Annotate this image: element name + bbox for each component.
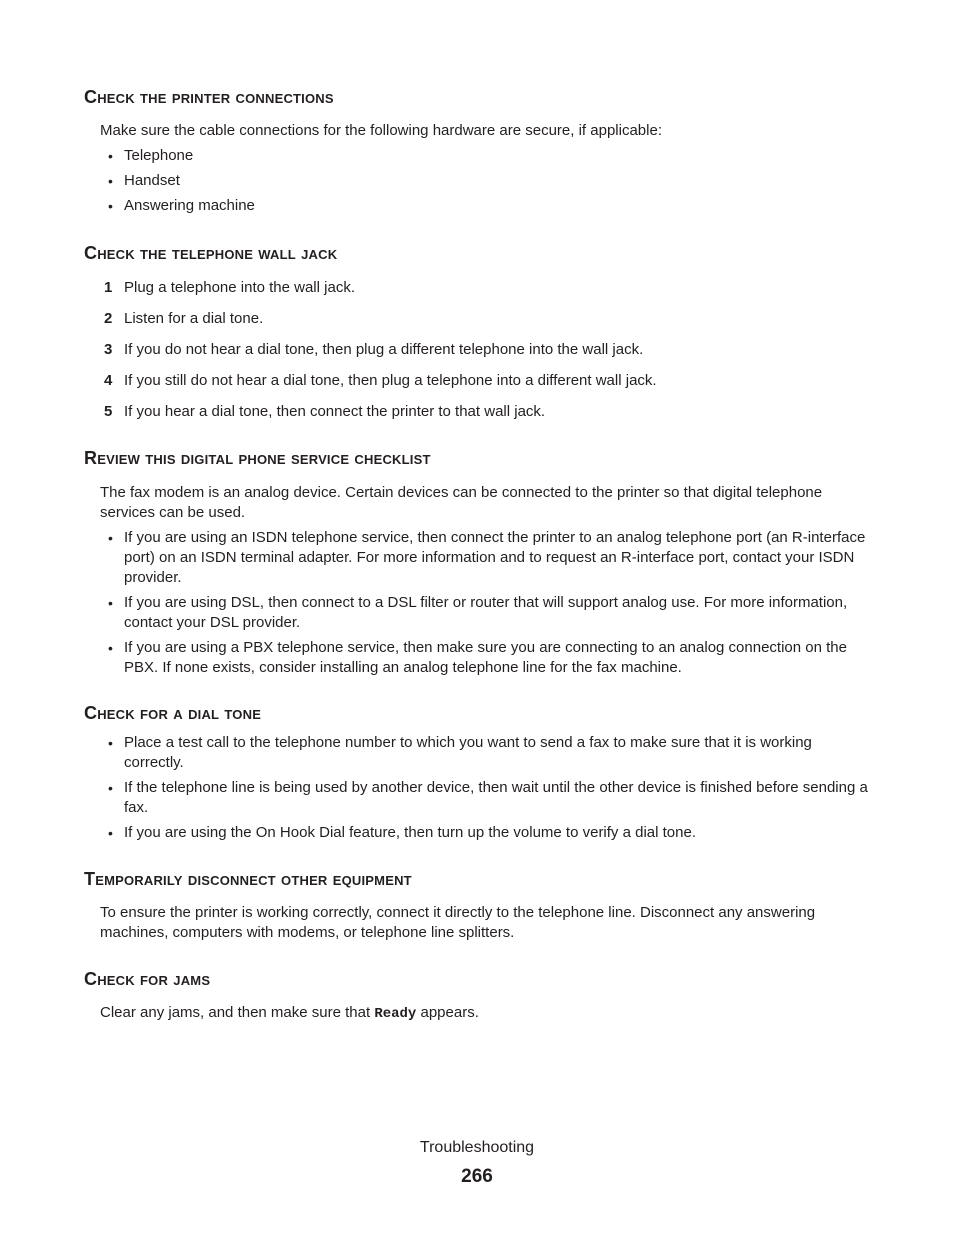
section-printer-connections — [84, 86, 874, 214]
list-item: • Answering machine — [108, 197, 255, 214]
section-text: Clear any jams, and then make sure that Ready appears. — [100, 1004, 479, 1022]
step-number: 1 — [104, 279, 113, 296]
step-number: 5 — [104, 403, 113, 420]
section-disconnect-equipment — [84, 868, 874, 941]
step-number: 2 — [104, 310, 113, 327]
section-heading: Check the printer connections — [84, 87, 334, 107]
section-heading: Check the telephone wall jack — [84, 243, 338, 263]
footer-section-label: Troubleshooting — [419, 1139, 535, 1156]
bullet-list — [100, 146, 872, 221]
section-intro: The fax modem is an analog device. Certain devices can be connected to the printer so that digital telephone services can be used. — [100, 484, 823, 521]
bullet-icon: • — [108, 530, 113, 546]
list-item: 5 If you hear a dial tone, then connect the printer to that wall jack. — [104, 403, 546, 420]
section-heading: Temporarily disconnect other equipment — [84, 869, 412, 889]
list-item: • Telephone — [108, 147, 194, 164]
bullet-list — [100, 733, 872, 848]
list-item: • If you are using the On Hook Dial feature, then turn up the volume to verify a dial tone. — [108, 824, 696, 841]
bullet-icon: • — [108, 595, 113, 611]
bullet-icon: • — [108, 198, 113, 214]
step-number: 4 — [104, 372, 113, 389]
section-dial-tone — [84, 702, 874, 841]
list-item: 2 Listen for a dial tone. — [104, 310, 264, 327]
bullet-list — [100, 528, 872, 683]
bullet-icon: • — [108, 148, 113, 164]
ready-code: Ready — [374, 1006, 417, 1022]
list-item: • If you are using DSL, then connect to a DSL filter or router that will support analog use. For more information, contact your DSL provider. — [108, 594, 848, 631]
numbered-list — [100, 278, 872, 433]
list-item: 3 If you do not hear a dial tone, then plug a different telephone into the wall jack. — [104, 341, 644, 358]
list-item: • Handset — [108, 172, 180, 189]
section-heading: Check for a dial tone — [84, 703, 262, 723]
section-wall-jack — [84, 242, 874, 420]
list-item: • If you are using an ISDN telephone service, then connect the printer to an analog telephone port (an R-interface port) on an ISDN terminal adapter. For more information and to request an R-interface port, contact your ISDN provider. — [108, 529, 866, 586]
page-number: 266 — [461, 1166, 493, 1187]
bullet-icon: • — [108, 825, 113, 841]
bullet-icon: • — [108, 640, 113, 656]
section-digital-checklist — [84, 447, 874, 676]
list-item: • Place a test call to the telephone number to which you want to send a fax to make sure that it is working correctly. — [108, 734, 812, 771]
section-check-jams — [84, 968, 874, 1022]
list-item: 4 If you still do not hear a dial tone, then plug a telephone into a different wall jack. — [104, 372, 657, 389]
section-heading: Check for jams — [84, 969, 211, 989]
list-item: • If you are using a PBX telephone service, then make sure you are connecting to an analog connection on the PBX. If none exists, consider installing an analog telephone line for the fax machine. — [108, 639, 847, 676]
section-heading: Review this digital phone service checklist — [84, 448, 431, 468]
bullet-icon: • — [108, 780, 113, 796]
bullet-icon: • — [108, 173, 113, 189]
step-number: 3 — [104, 341, 113, 358]
section-text: To ensure the printer is working correctly, connect it directly to the telephone line. Disconnect any answering machines, computers with modems, or telephone line splitters. — [100, 904, 816, 941]
bullet-icon: • — [108, 735, 113, 751]
list-item: 1 Plug a telephone into the wall jack. — [104, 279, 355, 296]
section-intro: Make sure the cable connections for the following hardware are secure, if applicable: — [100, 122, 662, 139]
list-item: • If the telephone line is being used by another device, then wait until the other device is finished before sending a fax. — [108, 779, 868, 816]
